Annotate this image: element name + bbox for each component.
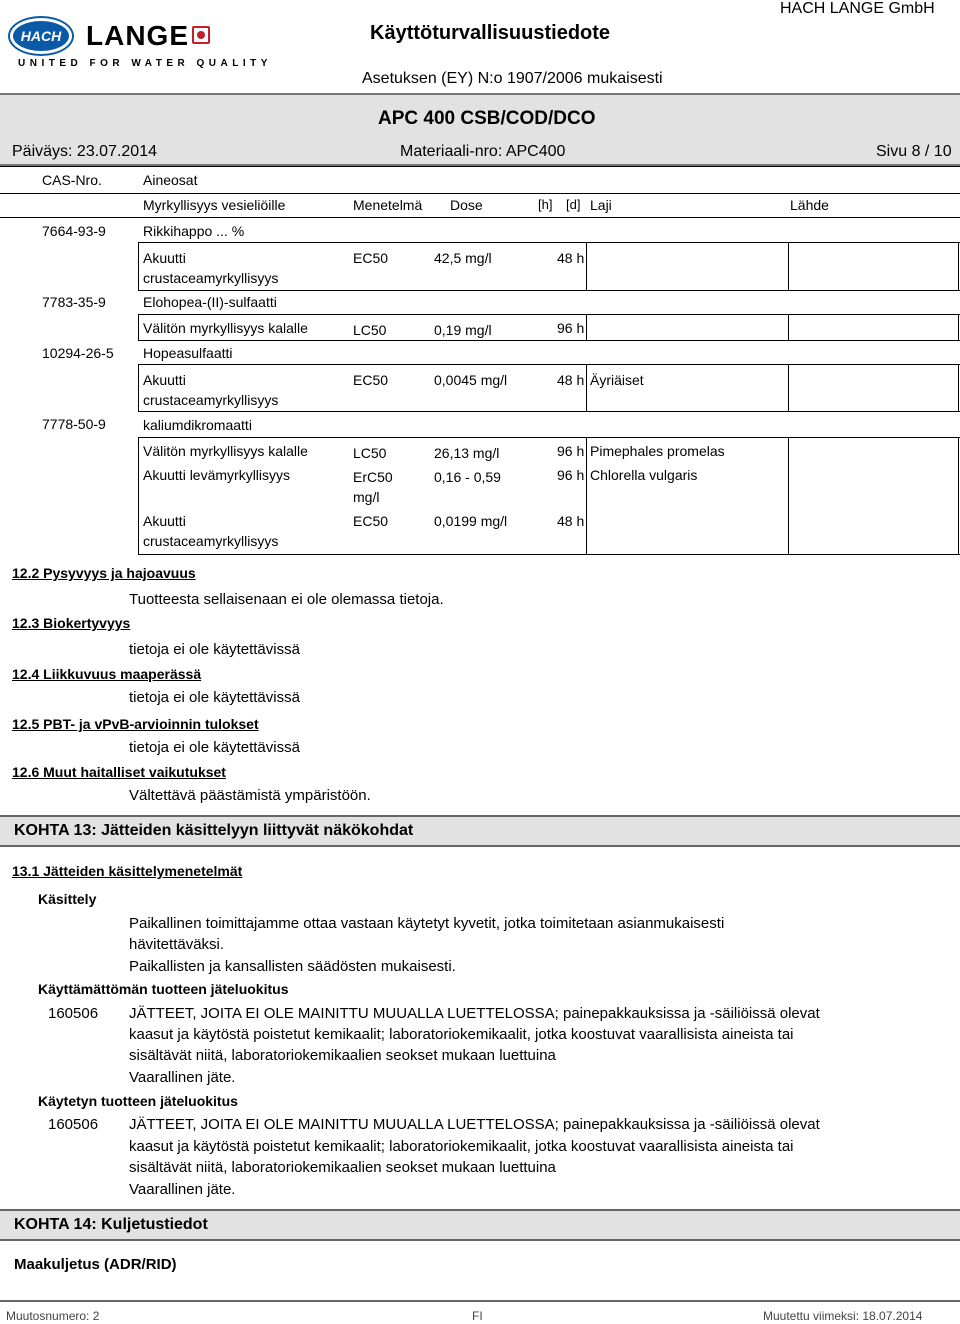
column-header-cas: CAS-Nro. (42, 172, 102, 188)
cas-number: 7778-50-9 (42, 416, 106, 432)
footer-rule (0, 1300, 960, 1302)
table-rule (138, 364, 960, 365)
section-14-heading: KOHTA 14: Kuljetustiedot (14, 1216, 208, 1233)
duration: 96 h (557, 467, 585, 483)
species: Äyriäiset (590, 372, 644, 388)
company-name: HACH LANGE GmbH (780, 0, 935, 17)
substance-name: Elohopea-(II)-sulfaatti (143, 294, 277, 310)
used-waste-line-4: Vaarallinen jäte. (129, 1181, 236, 1198)
used-waste-line-2: kaasut ja käytöstä poistetut kemikaalit; laboratoriokemikaalit, jotka koostuvat vaarallisista aineista tai (129, 1138, 794, 1155)
dose-value: 0,16 - 0,59 (434, 469, 501, 485)
section-12-2-text: Tuotteesta sellaisenaan ei ole olemassa tietoja. (129, 591, 444, 608)
section-13-1-title: 13.1 Jätteiden käsittelymenetelmät (12, 863, 243, 879)
column-header-days: [d] (566, 197, 581, 212)
unused-waste-line-4: Vaarallinen jäte. (129, 1069, 236, 1086)
duration: 96 h (557, 320, 585, 336)
table-rule (138, 314, 960, 315)
table-rule (788, 314, 789, 340)
section-13-band (0, 815, 960, 847)
toxicity-type: Akuutti (143, 250, 186, 266)
toxicity-type: crustaceamyrkyllisyys (143, 392, 279, 408)
section-13-heading: KOHTA 13: Jätteiden käsittelyyn liittyvät näkökohdat (14, 822, 414, 839)
column-header-ingredients: Aineosat (143, 172, 198, 188)
test-method: LC50 (353, 322, 387, 338)
table-rule (138, 242, 139, 290)
section-12-3-title: 12.3 Biokertyvyys (12, 615, 131, 631)
test-method: EC50 (353, 250, 389, 266)
table-rule (586, 314, 587, 340)
unused-waste-line-3: sisältävät niitä, laboratoriokemikaalien seokset mukaan luettuina (129, 1047, 556, 1064)
column-header-species: Laji (590, 197, 612, 213)
used-waste-line-3: sisältävät niitä, laboratoriokemikaalien seokset mukaan luettuina (129, 1159, 556, 1176)
hach-logo: HACH (10, 18, 72, 54)
revision-number: Muutosnumero: 2 (6, 1309, 100, 1323)
used-waste-line-1: JÄTTEET, JOITA EI OLE MAINITTU MUUALLA LUETTELOSSA; painepakkauksissa ja -säiliöissä olevat (129, 1116, 820, 1133)
table-rule (138, 242, 960, 243)
species: Chlorella vulgaris (590, 467, 698, 483)
section-12-4-title: 12.4 Liikkuvuus maaperässä (12, 666, 202, 682)
table-rule (788, 437, 789, 554)
toxicity-type: Välitön myrkyllisyys kalalle (143, 320, 308, 336)
unused-waste-label: Käyttämättömän tuotteen jäteluokitus (38, 981, 289, 997)
tagline: UNITED FOR WATER QUALITY (18, 58, 272, 69)
duration: 48 h (557, 372, 585, 388)
table-rule (586, 242, 587, 290)
table-rule (958, 314, 959, 340)
toxicity-type: crustaceamyrkyllisyys (143, 533, 279, 549)
table-rule (138, 411, 960, 412)
product-name: APC 400 CSB/COD/DCO (378, 108, 596, 129)
document-title: Käyttöturvallisuustiedote (370, 22, 611, 44)
substance-name: kaliumdikromaatti (143, 417, 252, 433)
used-waste-label: Käytetyn tuotteen jäteluokitus (38, 1093, 238, 1109)
dose-value: 0,0199 mg/l (434, 513, 508, 529)
species: Pimephales promelas (590, 443, 725, 459)
document-date: Päiväys: 23.07.2014 (12, 143, 157, 160)
section-12-3-text: tietoja ei ole käytettävissä (129, 641, 300, 658)
section-12-2-title: 12.2 Pysyvyys ja hajoavuus (12, 565, 196, 581)
language-code: FI (472, 1309, 483, 1323)
table-rule (0, 166, 960, 167)
test-method: ErC50 (353, 469, 393, 485)
dose-value: 0,19 mg/l (434, 322, 492, 338)
table-rule (958, 242, 959, 290)
toxicity-type: Akuutti levämyrkyllisyys (143, 467, 291, 483)
cas-number: 7664-93-9 (42, 223, 106, 239)
kasittely-line-3: Paikallisten ja kansallisten säädösten mukaisesti. (129, 958, 456, 975)
duration: 48 h (557, 250, 585, 266)
toxicity-type: Akuutti (143, 513, 186, 529)
table-rule (788, 242, 789, 290)
test-method-unit: mg/l (353, 489, 380, 505)
cas-number: 10294-26-5 (42, 345, 114, 361)
unused-waste-code: 160506 (48, 1005, 99, 1022)
dose-value: 0,0045 mg/l (434, 372, 508, 388)
section-14-band (0, 1209, 960, 1241)
cas-number: 7783-35-9 (42, 294, 106, 310)
table-rule (0, 217, 960, 218)
test-method: EC50 (353, 513, 389, 529)
unused-waste-line-2: kaasut ja käytöstä poistetut kemikaalit; laboratoriokemikaalit, jotka koostuvat vaarallisista aineista tai (129, 1026, 794, 1043)
kasittely-label: Käsittely (38, 891, 97, 907)
duration: 96 h (557, 443, 585, 459)
column-header-method: Menetelmä (353, 197, 423, 213)
toxicity-type: Akuutti (143, 372, 186, 388)
last-modified: Muutettu viimeksi: 18.07.2014 (763, 1309, 923, 1323)
table-rule (138, 437, 139, 554)
table-rule (586, 437, 587, 554)
test-method: EC50 (353, 372, 389, 388)
table-rule (0, 193, 960, 194)
section-12-5-text: tietoja ei ole käytettävissä (129, 739, 300, 756)
table-rule (138, 314, 139, 340)
regulation-text: Asetuksen (EY) N:o 1907/2006 mukaisesti (362, 70, 663, 87)
duration: 48 h (557, 513, 585, 529)
unused-waste-line-1: JÄTTEET, JOITA EI OLE MAINITTU MUUALLA LUETTELOSSA; painepakkauksissa ja -säiliöissä olevat (129, 1005, 820, 1022)
section-12-4-text: tietoja ei ole käytettävissä (129, 689, 300, 706)
kasittely-line-2: hävitettäväksi. (129, 936, 225, 953)
toxicity-type: Välitön myrkyllisyys kalalle (143, 443, 308, 459)
column-header-dose: Dose (450, 197, 483, 213)
column-header-hours: [h] (538, 197, 553, 212)
table-rule (958, 364, 959, 411)
dose-value: 42,5 mg/l (434, 250, 492, 266)
section-12-5-title: 12.5 PBT- ja vPvB-arvioinnin tulokset (12, 716, 259, 732)
land-transport-heading: Maakuljetus (ADR/RID) (14, 1256, 177, 1273)
table-rule (138, 340, 960, 341)
table-rule (138, 364, 139, 411)
column-header-source: Lähde (790, 197, 829, 213)
registered-mark-icon (192, 26, 210, 44)
section-12-6-title: 12.6 Muut haitalliset vaikutukset (12, 764, 226, 780)
page-number: Sivu 8 / 10 (876, 143, 952, 160)
lange-logo: LANGE (86, 20, 189, 51)
substance-name: Rikkihappo ... % (143, 223, 245, 239)
material-number: Materiaali-nro: APC400 (400, 143, 566, 160)
table-rule (138, 290, 960, 291)
column-header-toxicity: Myrkyllisyys vesieliöille (143, 197, 286, 213)
table-rule (788, 364, 789, 411)
test-method: LC50 (353, 445, 387, 461)
table-rule (138, 437, 960, 438)
kasittely-line-1: Paikallinen toimittajamme ottaa vastaan käytetyt kyvetit, jotka toimitetaan asianmukaisesti (129, 915, 725, 932)
section-12-6-text: Vältettävä päästämistä ympäristöön. (129, 787, 371, 804)
toxicity-type: crustaceamyrkyllisyys (143, 270, 279, 286)
substance-name: Hopeasulfaatti (143, 345, 233, 361)
table-rule (586, 364, 587, 411)
table-rule (958, 437, 959, 554)
table-rule (138, 554, 960, 555)
used-waste-code: 160506 (48, 1116, 99, 1133)
dose-value: 26,13 mg/l (434, 445, 500, 461)
